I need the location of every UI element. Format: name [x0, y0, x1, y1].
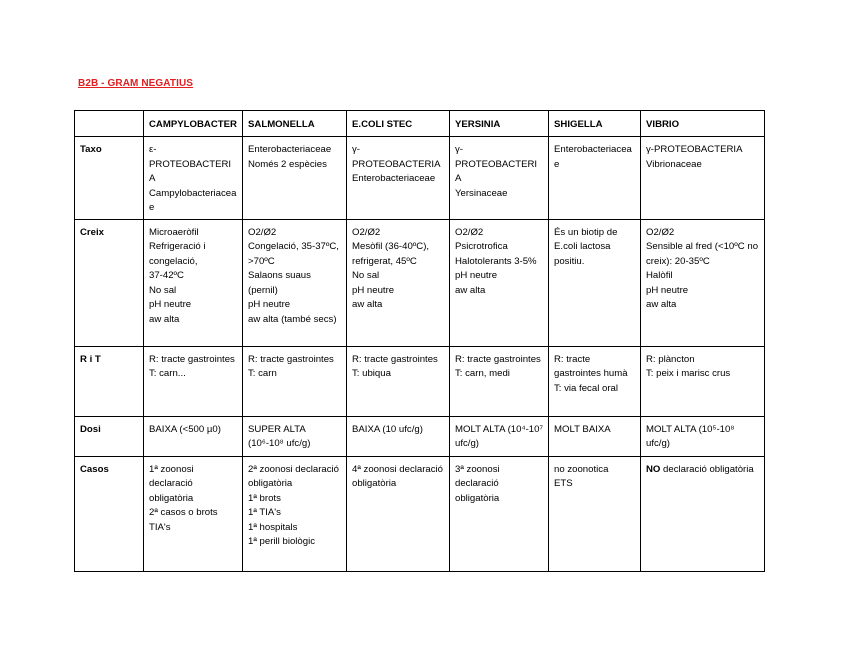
cell-ecoli-stec: [347, 416, 450, 456]
cell-line: 4ª zoonosi declaració obligatòria: [352, 463, 446, 489]
cell-line: T: via fecal oral: [554, 382, 618, 394]
cell-line: 3ª zoonosi declaració obligatòria: [455, 463, 503, 504]
row-label: R i T: [75, 346, 144, 416]
cell-campylobacter: [144, 416, 243, 456]
cell-line: no zoonotica: [554, 463, 609, 475]
header-cell-vibrio: VIBRIO: [641, 111, 765, 137]
cell-line: 1ª brots: [248, 492, 281, 504]
cell-line: O2/Ø2: [455, 226, 484, 238]
cell-line: T: carn...: [149, 368, 186, 379]
cell-line: 1ª TIA's: [248, 507, 281, 518]
cell-line: aw alta: [352, 299, 383, 310]
header-cell-empty: [75, 111, 144, 137]
table-row-taxo: [75, 137, 765, 220]
row-label: Taxo: [75, 137, 144, 220]
cell-vibrio: [641, 219, 765, 346]
gram-negative-table: [74, 110, 765, 572]
row-label: Casos: [75, 456, 144, 571]
cell-line: aw alta: [149, 313, 180, 325]
cell-line: NO declaració obligatòria: [646, 463, 754, 475]
header-cell-ecoli-stec: E.COLI STEC: [347, 111, 450, 137]
cell-campylobacter: [144, 137, 243, 220]
cell-line: O2/Ø2: [646, 226, 675, 238]
cell-line: aw alta (també secs): [248, 313, 337, 325]
cell-line: Mesòfil (36-40ºC), refrigerat, 45ºC: [352, 241, 432, 267]
cell-line: R: tracte gastrointes: [352, 353, 438, 365]
cell-line: Vibrionaceae: [646, 158, 702, 170]
cell-campylobacter: [144, 346, 243, 416]
cell-line: ETS: [554, 478, 573, 489]
cell-line: És un biotip de E.coli lactosa positiu.: [554, 226, 621, 267]
cell-line: T: carn: [248, 368, 277, 379]
cell-line: pH neutre: [352, 284, 395, 296]
header-row: [75, 111, 765, 137]
row-label: Dosi: [75, 416, 144, 456]
cell-line: BAIXA (10 ufc/g): [352, 423, 423, 435]
cell-line: Enterobacteriaceae: [554, 144, 632, 170]
cell-line: ε-PROTEOBACTERIA: [149, 144, 232, 184]
cell-line: Microaeròfil: [149, 226, 199, 238]
cell-line: MOLT ALTA (10⁴-10⁷ ufc/g): [455, 423, 546, 449]
row-label: Creix: [75, 219, 144, 346]
cell-salmonella: [243, 346, 347, 416]
cell-line: Refrigeració i congelació,: [149, 241, 209, 267]
cell-yersinia: [450, 416, 549, 456]
cell-line: 2ª casos o brots TIA's: [149, 507, 221, 533]
header-cell-shigella: SHIGELLA: [549, 111, 641, 137]
cell-yersinia: [450, 456, 549, 571]
cell-yersinia: [450, 219, 549, 346]
cell-line: Halotolerants 3-5%: [455, 255, 537, 267]
cell-line: Congelació, 35-37ºC, >70ºC: [248, 241, 342, 267]
cell-line: 2ª zoonosi declaració obligatòria: [248, 463, 342, 489]
cell-line: No sal: [149, 284, 177, 296]
cell-line: 1ª perill biològic: [248, 536, 316, 547]
cell-line: pH neutre: [248, 299, 291, 310]
cell-line: O2/Ø2: [248, 226, 277, 238]
cell-yersinia: [450, 346, 549, 416]
cell-vibrio: [641, 346, 765, 416]
cell-line: No sal: [352, 270, 380, 281]
cell-line: R: tracte gastrointes: [248, 353, 334, 365]
cell-line: γ-PROTEOBACTERIA: [455, 144, 538, 184]
header-cell-campylobacter: CAMPYLOBACTER: [144, 111, 243, 137]
cell-line: SUPER ALTA (10⁶-10⁸ ufc/g): [248, 423, 311, 449]
table-row-casos: [75, 456, 765, 571]
header-cell-yersinia: YERSINIA: [450, 111, 549, 137]
cell-line: Enterobacteriaceae: [352, 173, 436, 184]
cell-shigella: [549, 346, 641, 416]
cell-line: aw alta: [455, 284, 486, 296]
cell-vibrio: [641, 456, 765, 571]
cell-line: T: peix i marisc crus: [646, 368, 731, 379]
cell-line: R: plàncton: [646, 353, 695, 365]
cell-line: T: carn, medi: [455, 368, 510, 379]
table-row-creix: [75, 219, 765, 346]
cell-line: Enterobacteriaceae: [248, 144, 332, 155]
cell-line: pH neutre: [646, 284, 689, 296]
cell-line: T: ubiqua: [352, 368, 391, 379]
cell-shigella: [549, 137, 641, 220]
document-title: B2B - GRAM NEGATIUS: [78, 78, 194, 89]
cell-line: Psicrotrofica: [455, 241, 508, 252]
cell-salmonella: [243, 137, 347, 220]
cell-ecoli-stec: [347, 456, 450, 571]
cell-line: Només 2 espècies: [248, 158, 327, 170]
cell-shigella: [549, 219, 641, 346]
cell-salmonella: [243, 456, 347, 571]
cell-ecoli-stec: [347, 137, 450, 220]
cell-salmonella: [243, 416, 347, 456]
header-cell-salmonella: SALMONELLA: [243, 111, 347, 137]
cell-line: MOLT ALTA (10⁵-10⁸ ufc/g): [646, 423, 738, 449]
cell-line: Salaons suaus (pernil): [248, 270, 314, 296]
cell-line: 1ª zoonosi declaració obligatòria: [149, 463, 197, 504]
cell-line: R: tracte gastrointes: [455, 353, 541, 365]
cell-line: Campylobacteriaceae: [149, 187, 237, 213]
cell-line: pH neutre: [455, 270, 498, 281]
cell-line: pH neutre: [149, 299, 192, 310]
cell-campylobacter: [144, 219, 243, 346]
cell-vibrio: [641, 137, 765, 220]
cell-line: 37-42ºC: [149, 270, 184, 281]
cell-salmonella: [243, 219, 347, 346]
cell-line: γ-PROTEOBACTERIA: [352, 144, 441, 170]
cell-yersinia: [450, 137, 549, 220]
cell-shigella: [549, 416, 641, 456]
cell-line: MOLT BAIXA: [554, 423, 611, 435]
cell-vibrio: [641, 416, 765, 456]
cell-line: aw alta: [646, 299, 677, 310]
cell-ecoli-stec: [347, 346, 450, 416]
cell-line: O2/Ø2: [352, 226, 381, 238]
cell-line: γ-PROTEOBACTERIA: [646, 144, 743, 155]
cell-campylobacter: [144, 456, 243, 571]
table-row-r-i-t: [75, 346, 765, 416]
cell-line: R: tracte gastrointes: [149, 353, 235, 365]
cell-line: Yersinaceae: [455, 187, 508, 199]
cell-line: R: tracte gastrointes humà: [554, 353, 628, 379]
cell-ecoli-stec: [347, 219, 450, 346]
cell-line: 1ª hospitals: [248, 521, 298, 533]
cell-line: Halòfil: [646, 270, 673, 281]
cell-line: BAIXA (<500 µ0): [149, 423, 221, 435]
table-row-dosi: [75, 416, 765, 456]
cell-shigella: [549, 456, 641, 571]
cell-line: Sensible al fred (<10ºC no creix): 20-35ºC: [646, 241, 761, 267]
